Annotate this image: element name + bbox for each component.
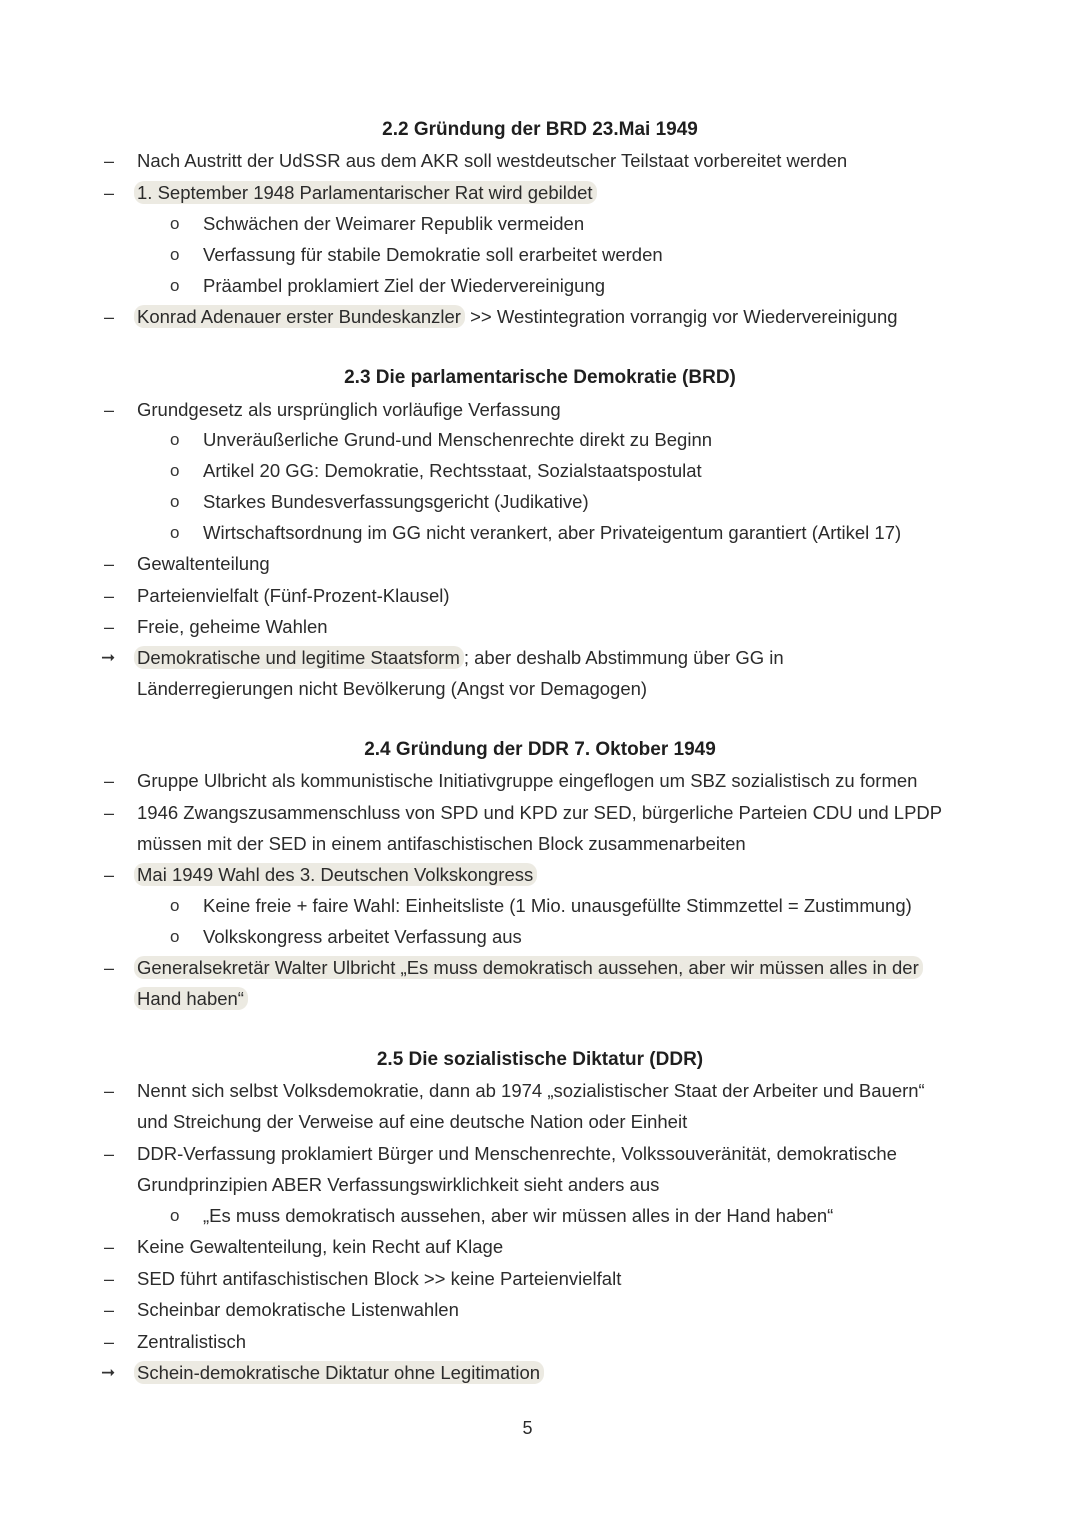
dash-bullet: – <box>104 803 115 823</box>
dash-bullet: – <box>104 1081 115 1101</box>
list-item: Parteienvielfalt (Fünf-Prozent-Klausel) <box>137 585 450 606</box>
sub-list-item: Volkskongress arbeitet Verfassung aus <box>203 926 522 947</box>
dash-bullet: – <box>104 1300 115 1320</box>
list-item: Nach Austritt der UdSSR aus dem AKR soll westdeutscher Teilstaat vorbereitet werden <box>137 150 848 171</box>
highlight: Generalsekretär Walter Ulbricht „Es muss demokratisch aussehen, aber wir müssen alles in der <box>134 956 923 979</box>
circle-bullet: o <box>170 492 180 511</box>
dash-bullet: – <box>104 1332 115 1352</box>
section-heading-2-4: 2.4 Gründung der DDR 7. Oktober 1949 <box>364 739 716 760</box>
list-item-text: ; aber deshalb Abstimmung über GG in <box>463 647 784 668</box>
list-item: DDR-Verfassung proklamiert Bürger und Menschenrechte, Volkssouveränität, demokratische <box>137 1143 897 1164</box>
list-item <box>137 863 537 887</box>
dash-bullet: – <box>104 1269 115 1289</box>
dash-bullet: – <box>104 151 115 171</box>
sub-list-item: Keine freie + faire Wahl: Einheitsliste (1 Mio. unausgefüllte Stimmzettel = Zustimmung) <box>203 895 912 916</box>
circle-bullet: o <box>170 276 180 295</box>
dash-bullet: – <box>104 400 115 420</box>
sub-list-item: Unveräußerliche Grund-und Menschenrechte direkt zu Beginn <box>203 429 713 450</box>
circle-bullet: o <box>170 461 180 480</box>
list-item-text: >> Westintegration vorrangig vor Wiedervereinigung <box>464 306 898 327</box>
page-number: 5 <box>522 1418 533 1438</box>
highlight: Hand haben“ <box>134 987 248 1010</box>
circle-bullet: o <box>170 896 180 915</box>
dash-bullet: – <box>104 307 115 327</box>
list-item: Zentralistisch <box>137 1331 246 1352</box>
list-item: Gruppe Ulbricht als kommunistische Initiativgruppe eingeflogen um SBZ sozialistisch zu formen <box>137 770 918 791</box>
dash-bullet: – <box>104 1237 115 1257</box>
highlight: Konrad Adenauer erster Bundeskanzler <box>134 305 465 328</box>
section-heading-2-3: 2.3 Die parlamentarische Demokratie (BRD) <box>344 367 736 388</box>
highlight: Demokratische und legitime Staatsform <box>134 646 464 669</box>
highlight: 1. September 1948 Parlamentarischer Rat wird gebildet <box>134 181 597 204</box>
list-item-continued: müssen mit der SED in einem antifaschistischen Block zusammenarbeiten <box>137 833 746 854</box>
dash-bullet: – <box>104 554 115 574</box>
circle-bullet: o <box>170 1206 180 1225</box>
list-item: Grundgesetz als ursprünglich vorläufige Verfassung <box>137 399 561 420</box>
sub-list-item: Starkes Bundesverfassungsgericht (Judikative) <box>203 491 589 512</box>
dash-bullet: – <box>104 958 115 978</box>
highlight: Mai 1949 Wahl des 3. Deutschen Volkskongress <box>134 863 537 886</box>
dash-bullet: – <box>104 586 115 606</box>
dash-bullet: – <box>104 1144 115 1164</box>
list-item <box>137 181 597 205</box>
sub-list-item: Verfassung für stabile Demokratie soll erarbeitet werden <box>203 244 663 265</box>
circle-bullet: o <box>170 523 180 542</box>
highlight: Schein-demokratische Diktatur ohne Legitimation <box>134 1361 544 1384</box>
list-item <box>137 956 923 980</box>
section-heading-2-5: 2.5 Die sozialistische Diktatur (DDR) <box>376 1049 704 1070</box>
list-item-continued <box>137 987 248 1011</box>
sub-list-item: Schwächen der Weimarer Republik vermeiden <box>203 213 585 234</box>
conclusion-item-continued: Länderregierungen nicht Bevölkerung (Angst vor Demagogen) <box>137 678 648 699</box>
circle-bullet: o <box>170 214 180 233</box>
list-item: Gewaltenteilung <box>137 553 270 574</box>
list-item <box>137 305 898 329</box>
conclusion-item <box>137 646 784 670</box>
section-heading-2-2: 2.2 Gründung der BRD 23.Mai 1949 <box>382 119 698 140</box>
sub-list-item: Wirtschaftsordnung im GG nicht verankert, aber Privateigentum garantiert (Artikel 17) <box>203 522 902 543</box>
dash-bullet: – <box>104 771 115 791</box>
dash-bullet: – <box>104 183 115 203</box>
sub-list-item: „Es muss demokratisch aussehen, aber wir müssen alles in der Hand haben“ <box>203 1205 834 1226</box>
list-item: Keine Gewaltenteilung, kein Recht auf Klage <box>137 1236 504 1257</box>
sub-list-item: Artikel 20 GG: Demokratie, Rechtsstaat, Sozialstaatspostulat <box>203 460 702 481</box>
conclusion-item <box>137 1361 544 1385</box>
right-arrow-icon: ➞ <box>101 648 116 667</box>
circle-bullet: o <box>170 245 180 264</box>
list-item: SED führt antifaschistischen Block >> keine Parteienvielfalt <box>137 1268 622 1289</box>
list-item: Freie, geheime Wahlen <box>137 616 328 637</box>
list-item: Nennt sich selbst Volksdemokratie, dann ab 1974 „sozialistischer Staat der Arbeiter und Bauern“ <box>137 1080 925 1101</box>
right-arrow-icon: ➞ <box>101 1363 116 1382</box>
list-item: 1946 Zwangszusammenschluss von SPD und KPD zur SED, bürgerliche Parteien CDU und LPDP <box>137 802 943 823</box>
dash-bullet: – <box>104 617 115 637</box>
dash-bullet: – <box>104 865 115 885</box>
list-item-continued: und Streichung der Verweise auf eine deutsche Nation oder Einheit <box>137 1111 688 1132</box>
list-item: Scheinbar demokratische Listenwahlen <box>137 1299 459 1320</box>
circle-bullet: o <box>170 927 180 946</box>
circle-bullet: o <box>170 430 180 449</box>
sub-list-item: Präambel proklamiert Ziel der Wiedervereinigung <box>203 275 606 296</box>
list-item-continued: Grundprinzipien ABER Verfassungswirklichkeit sieht anders aus <box>137 1174 660 1195</box>
